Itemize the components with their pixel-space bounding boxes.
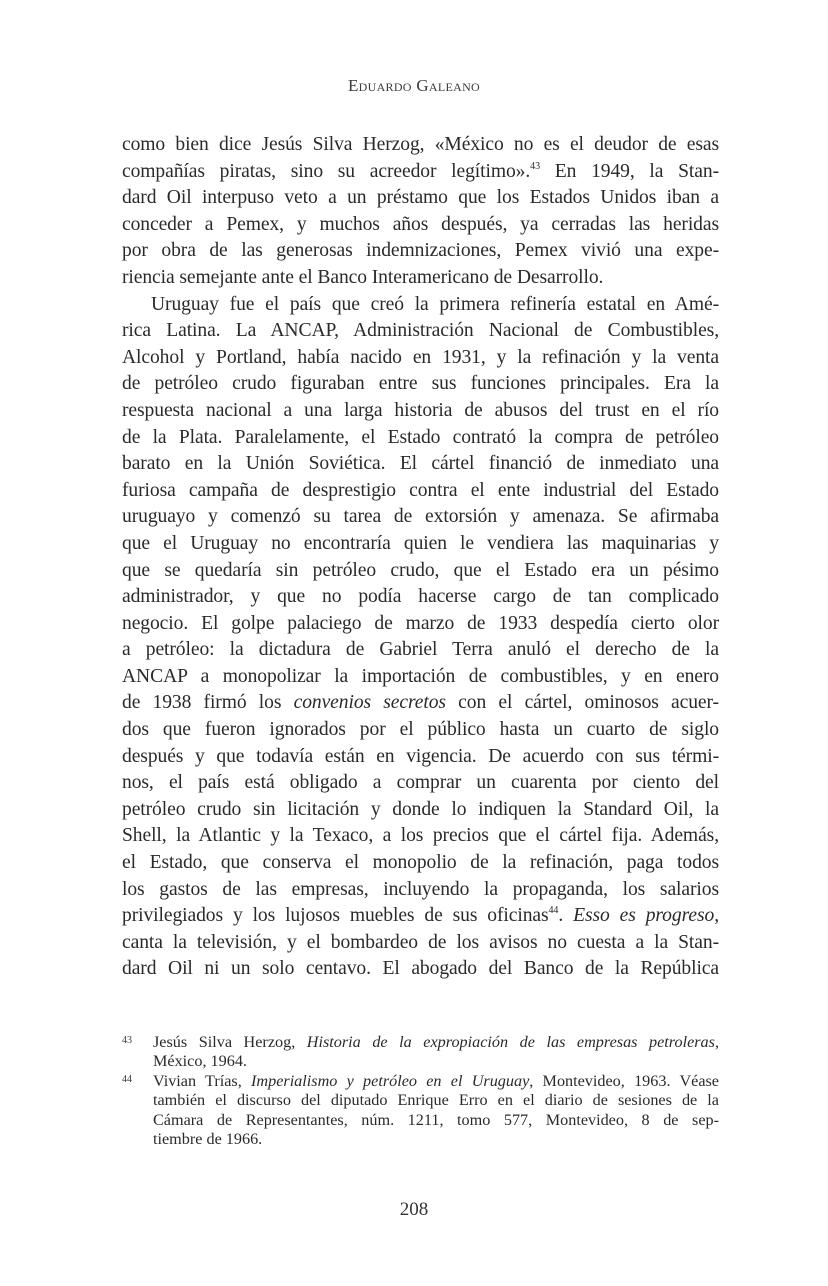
footnote-number: 44	[122, 1073, 132, 1085]
footnote-44	[122, 1072, 719, 1150]
running-head-author: Eduardo Galeano	[347, 76, 481, 95]
body-line-text: ,	[714, 905, 720, 927]
body-line	[122, 903, 719, 930]
footnote-43	[122, 1033, 719, 1072]
body-line: negocio. El golpe palaciego de marzo de 1933 despedía cierto olor	[122, 612, 719, 634]
body-line-text: con el cártel, ominosos acuer-	[445, 692, 719, 714]
footnote-line	[153, 1072, 719, 1091]
body-line: administrador, y que no podía hacerse cargo de tan complicado	[122, 586, 719, 608]
italic-phrase: convenios secretos	[293, 692, 446, 714]
body-line: que se quedaría sin petróleo crudo, que el Estado era un pésimo	[122, 559, 719, 581]
body-line: riencia semejante ante el Banco Interamericano de Desarrollo.	[122, 266, 604, 288]
body-line: de petróleo crudo figuraban entre sus funciones principales. Era la	[122, 373, 719, 395]
footnote-line: también el discurso del diputado Enrique Erro en el diario de sesiones de la	[153, 1091, 719, 1110]
body-line: Alcohol y Portland, había nacido en 1931, y la refinación y la venta	[122, 346, 719, 368]
body-line-text: compañías piratas, sino su acreedor legítimo».	[122, 160, 531, 182]
footnote-line: Cámara de Representantes, núm. 1211, tomo 577, Montevideo, 8 de sep-	[153, 1110, 719, 1129]
body-line-text: privilegiados y los lujosos muebles de sus oficinas	[122, 905, 549, 927]
body-line: dard Oil interpuso veto a un préstamo que los Estados Unidos iban a	[122, 187, 719, 209]
footnote-number: 43	[122, 1035, 132, 1046]
body-line: respuesta nacional a una larga historia de abusos del trust en el río	[122, 399, 719, 421]
body-line: conceder a Pemex, y muchos años después, ya cerradas las heridas	[122, 213, 719, 235]
body-line: Shell, la Atlantic y la Texaco, a los precios que el cártel fija. Además,	[122, 825, 719, 847]
body-line: los gastos de las empresas, incluyendo la propaganda, los salarios	[122, 878, 719, 900]
footnote-text: ,	[714, 1033, 719, 1051]
footnote-line: tiembre de 1966.	[153, 1129, 263, 1148]
footnote-line	[153, 1033, 719, 1052]
body-line: por obra de las generosas indemnizaciones, Pemex vivió una expe-	[122, 240, 719, 262]
body-line: que el Uruguay no encontraría quien le vendiera las maquinarias y	[122, 532, 719, 554]
body-text	[122, 132, 719, 983]
footnote-line: México, 1964.	[153, 1052, 247, 1071]
body-line: nos, el país está obligado a comprar un cuarenta por ciento del	[122, 772, 719, 794]
body-line-text: .	[558, 905, 574, 927]
footnote-ref-44[interactable]: 44	[548, 905, 559, 917]
paragraph-start-line: Uruguay fue el país que creó la primera refinería estatal en Amé-	[151, 293, 719, 315]
footnote-author: Vivian Trías,	[153, 1071, 252, 1090]
body-line: uruguayo y comenzó su tarea de extorsión y amenaza. Se afirmaba	[122, 506, 719, 528]
body-line: el Estado, que conserva el monopolio de la refinación, paga todos	[122, 852, 719, 874]
body-line	[122, 159, 719, 186]
body-line: ANCAP a monopolizar la importación de combustibles, y en enero	[122, 665, 719, 687]
body-line: rica Latina. La ANCAP, Administración Nacional de Combustibles,	[122, 320, 719, 342]
body-line: dard Oil ni un solo centavo. El abogado del Banco de la República	[122, 958, 719, 980]
body-line: barato en la Unión Soviética. El cártel financió de inmediato una	[122, 453, 719, 475]
body-line: de la Plata. Paralelamente, el Estado contrató la compra de petróleo	[122, 426, 719, 448]
footnotes-section	[122, 1033, 719, 1149]
body-line: después y que todavía están en vigencia. De acuerdo con sus térmi-	[122, 745, 719, 767]
body-line	[122, 690, 719, 717]
body-line: furiosa campaña de desprestigio contra el ente industrial del Estado	[122, 479, 719, 501]
body-line-text: En 1949, la Stan-	[539, 160, 719, 182]
body-line: dos que fueron ignorados por el público hasta un cuarto de siglo	[122, 719, 719, 741]
footnote-author: Jesús Silva Herzog,	[153, 1033, 307, 1051]
body-line: a petróleo: la dictadura de Gabriel Terra anuló el derecho de la	[122, 639, 719, 661]
page-number: 208	[399, 1199, 429, 1220]
footnote-title: Imperialismo y petróleo en el Uruguay	[251, 1071, 530, 1090]
body-line-text: de 1938 firmó los	[122, 692, 282, 714]
footnote-title: Historia de la expropiación de las empresas petroleras	[306, 1033, 715, 1051]
footnote-ref-43[interactable]: 43	[530, 160, 540, 172]
italic-phrase: Esso es progreso	[573, 905, 715, 927]
footnote-text: , Montevideo, 1963. Véase	[529, 1071, 719, 1090]
body-line: como bien dice Jesús Silva Herzog, «México no es el deudor de esas	[122, 134, 719, 155]
body-line: petróleo crudo sin licitación y donde lo indiquen la Standard Oil, la	[122, 798, 719, 820]
body-line: canta la televisión, y el bombardeo de los avisos no cuesta a la Stan-	[122, 931, 719, 953]
